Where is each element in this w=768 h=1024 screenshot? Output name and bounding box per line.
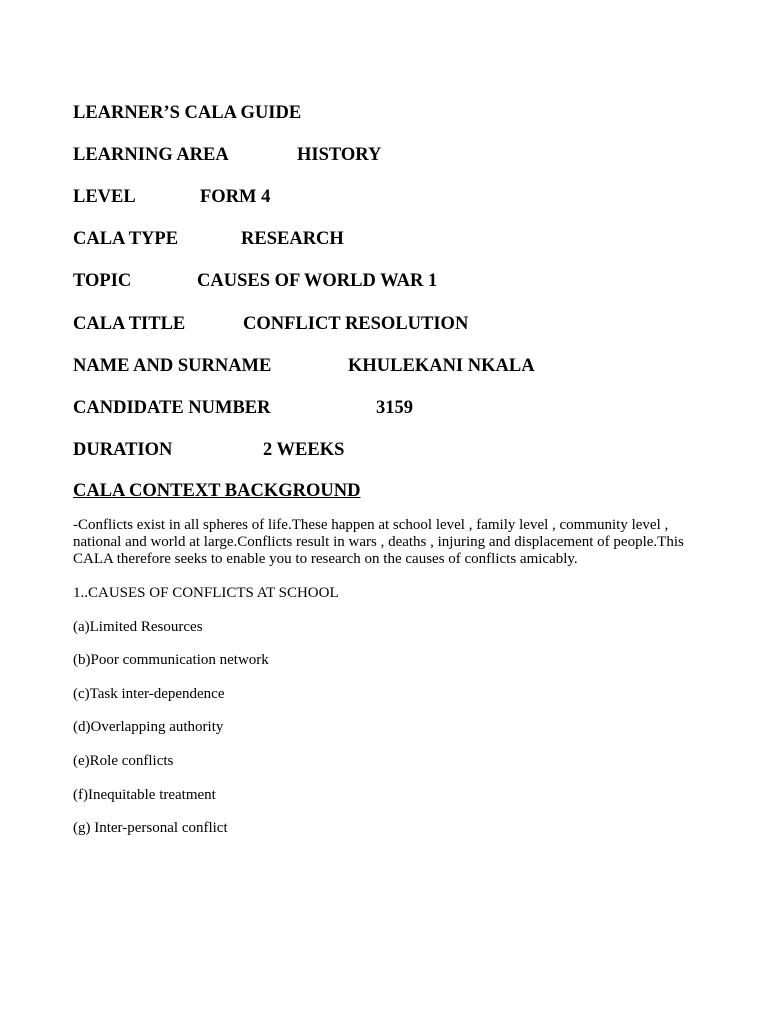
field-label: TOPIC bbox=[73, 271, 132, 291]
list-item: (e)Role conflicts bbox=[73, 753, 174, 769]
list-item: (a)Limited Resources bbox=[73, 619, 203, 635]
causes-list-heading: 1..CAUSES OF CONFLICTS AT SCHOOL bbox=[73, 585, 339, 601]
list-item: (f)Inequitable treatment bbox=[73, 787, 216, 803]
field-label: DURATION bbox=[73, 440, 173, 460]
field-label: CANDIDATE NUMBER bbox=[73, 398, 271, 418]
field-label: LEVEL bbox=[73, 187, 136, 207]
field-label: NAME AND SURNAME bbox=[73, 356, 272, 376]
context-heading: CALA CONTEXT BACKGROUND bbox=[73, 481, 361, 501]
list-item: (g) Inter-personal conflict bbox=[73, 820, 228, 836]
field-value: CONFLICT RESOLUTION bbox=[243, 314, 469, 334]
field-label: LEARNING AREA bbox=[73, 145, 229, 165]
field-value: CAUSES OF WORLD WAR 1 bbox=[197, 271, 438, 291]
document-title-text: LEARNER’S CALA GUIDE bbox=[73, 103, 302, 123]
field-value: FORM 4 bbox=[200, 187, 271, 207]
list-item: (d)Overlapping authority bbox=[73, 719, 224, 735]
field-value: HISTORY bbox=[297, 145, 382, 165]
field-value: RESEARCH bbox=[241, 229, 344, 249]
list-item: (c)Task inter-dependence bbox=[73, 686, 225, 702]
field-label: CALA TITLE bbox=[73, 314, 186, 334]
field-value: KHULEKANI NKALA bbox=[348, 356, 535, 376]
field-value: 2 WEEKS bbox=[263, 440, 345, 460]
list-item: (b)Poor communication network bbox=[73, 652, 269, 668]
field-value: 3159 bbox=[376, 398, 413, 418]
context-paragraph: -Conflicts exist in all spheres of life.These happen at school level , family level , community level , national and world at large.Conflicts result in wars , deaths , injuring and displacement of people.This CALA therefore seeks to enable you to research on the causes of conflicts amicably. bbox=[73, 517, 684, 567]
field-label: CALA TYPE bbox=[73, 229, 179, 249]
